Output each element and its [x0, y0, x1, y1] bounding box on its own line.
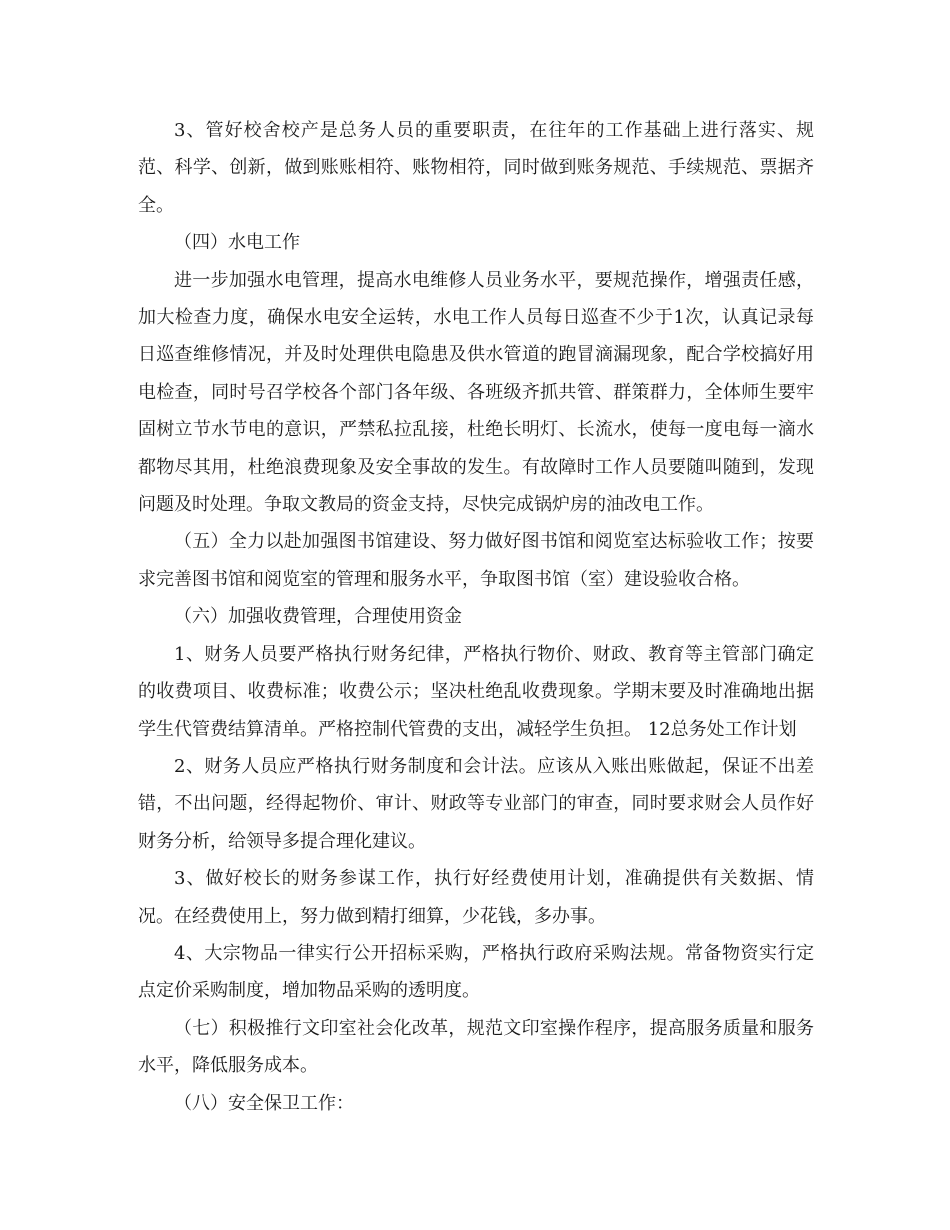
paragraph-library: （五）全力以赴加强图书馆建设、努力做好图书馆和阅览室达标验收工作；按要求完善图书馆和阅览室的管理和服务水平，争取图书馆（室）建设验收合格。 — [138, 531, 814, 590]
paragraph-finance-discipline: 1、财务人员要严格执行财务纪律，严格执行物价、财政、教育等主管部门确定的收费项目、收费标准；收费公示；坚决杜绝乱收费现象。学期末要及时准确地出据学生代管费结算清单。严格控制代管费的支出，减轻学生负担。 12总务处工作计划 — [138, 643, 814, 740]
section-heading-security: （八）安全保卫工作： — [174, 1092, 354, 1114]
paragraph-school-property: 3、管好校舍校产是总务人员的重要职责，在往年的工作基础上进行落实、规范、科学、创新，做到账账相符、账物相符，同时做到账务规范、手续规范、票据齐全。 — [138, 120, 814, 216]
paragraph-finance-advisor: 3、做好校长的财务参谋工作，执行好经费使用计划，准确提供有关数据、情况。在经费使用上，努力做到精打细算，少花钱，多办事。 — [138, 868, 814, 927]
section-heading-water-electric: （四）水电工作 — [174, 232, 300, 254]
paragraph-accounting-law: 2、财务人员应严格执行财务制度和会计法。应该从入账出账做起，保证不出差错，不出问题，经得起物价、审计、财政等专业部门的审查，同时要求财会人员作好财务分析，给领导多提合理化建议。 — [138, 755, 814, 852]
document-body — [138, 112, 814, 1122]
paragraph-water-electric: 进一步加强水电管理，提高水电维修人员业务水平，要规范操作，增强责任感，加大检查力度，确保水电安全运转，水电工作人员每日巡查不少于1次，认真记录每日巡查维修情况，并及时处理供电隐患及供水管道的跑冒滴漏现象，配合学校搞好用电检查，同时号召学校各个部门各年级、各班级齐抓共管、群策群力，全体师生要牢固树立节水节电的意识，严禁私拉乱接，杜绝长明灯、长流水，使每一度电每一滴水都物尽其用，杜绝浪费现象及安全事故的发生。有故障时工作人员要随叫随到，发现问题及时处理。争取文教局的资金支持，尽快完成锅炉房的油改电工作。 — [138, 269, 814, 516]
section-heading-fees: （六）加强收费管理，合理使用资金 — [174, 606, 462, 628]
paragraph-print-room: （七）积极推行文印室社会化改革，规范文印室操作程序，提高服务质量和服务水平，降低服务成本。 — [138, 1017, 814, 1077]
paragraph-procurement: 4、大宗物品一律实行公开招标采购，严格执行政府采购法规。常备物资实行定点定价采购制度，增加物品采购的透明度。 — [138, 942, 814, 1002]
